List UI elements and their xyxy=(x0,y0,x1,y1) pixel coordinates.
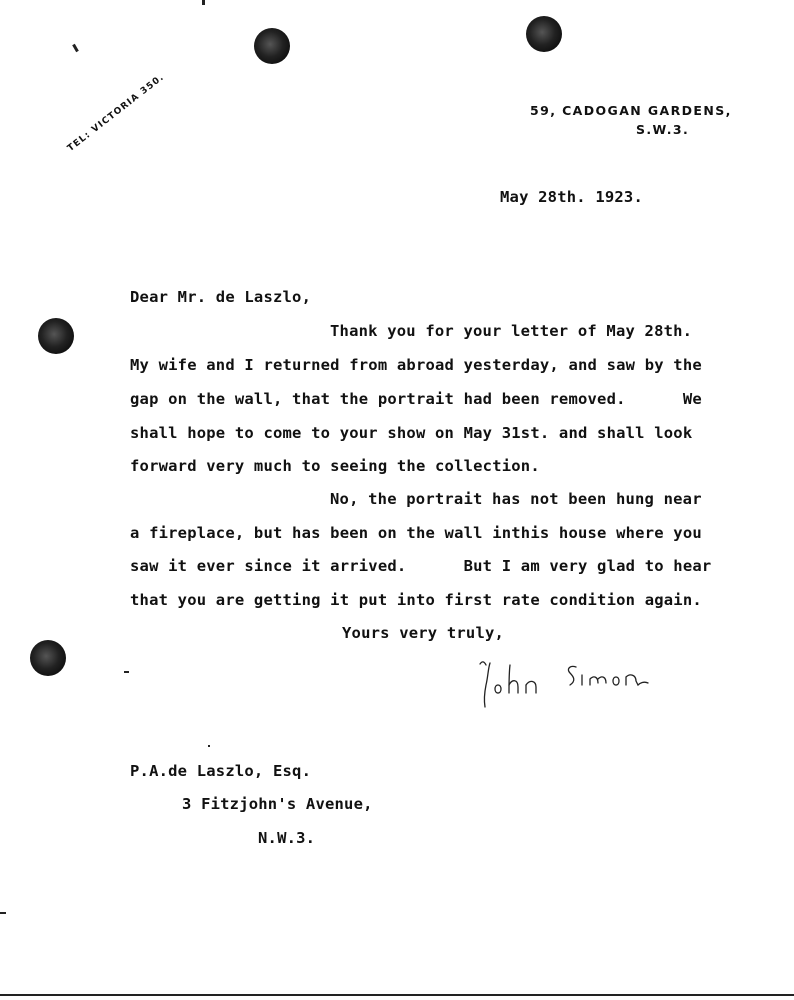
punch-hole-top-right xyxy=(526,16,562,52)
closing: Yours very truly, xyxy=(342,624,505,642)
body-line: shall hope to come to your show on May 31st. and shall look xyxy=(130,424,693,442)
body-line: My wife and I returned from abroad yesterday, and saw by the xyxy=(130,356,702,374)
punch-hole-left-middle xyxy=(38,318,74,354)
sender-address-line1: 59, CADOGAN GARDENS, xyxy=(530,103,732,118)
speck xyxy=(72,44,79,52)
punch-hole-top-left xyxy=(254,28,290,64)
salutation: Dear Mr. de Laszlo, xyxy=(130,288,312,306)
recipient-name: P.A.de Laszlo, Esq. xyxy=(130,762,312,780)
recipient-street: 3 Fitzjohn's Avenue, xyxy=(182,795,373,813)
letter-date: May 28th. 1923. xyxy=(500,188,643,206)
telephone-number: TEL: VICTORIA 350. xyxy=(66,72,167,154)
body-line: saw it ever since it arrived. But I am very glad to hear xyxy=(130,557,712,575)
body-line: gap on the wall, that the portrait had been removed. We xyxy=(130,390,702,408)
recipient-district: N.W.3. xyxy=(258,829,316,847)
speck xyxy=(0,912,6,914)
body-line: No, the portrait has not been hung near xyxy=(330,490,702,508)
body-line: forward very much to seeing the collection. xyxy=(130,457,540,475)
speck xyxy=(124,671,129,673)
body-line: that you are getting it put into first rate condition again. xyxy=(130,591,702,609)
handwritten-signature xyxy=(476,655,656,710)
punch-hole-left-lower xyxy=(30,640,66,676)
body-line: Thank you for your letter of May 28th. xyxy=(330,322,693,340)
speck xyxy=(208,745,210,747)
speck xyxy=(202,0,205,5)
sender-address-line2: S.W.3. xyxy=(636,122,690,137)
body-line: a fireplace, but has been on the wall inthis house where you xyxy=(130,524,702,542)
page-bottom-edge xyxy=(0,994,794,996)
